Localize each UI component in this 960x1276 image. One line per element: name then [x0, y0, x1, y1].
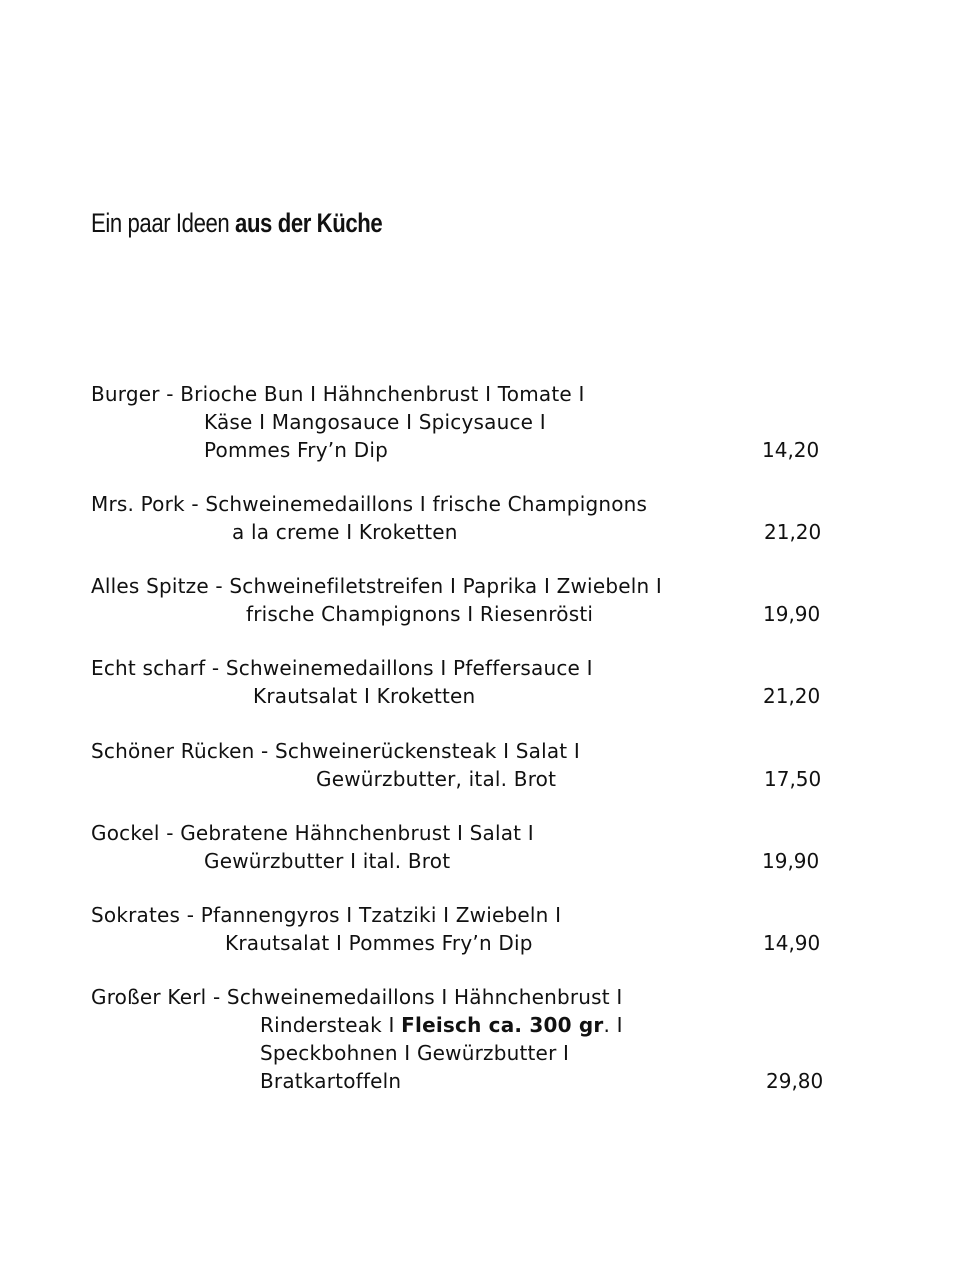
item-price: 29,80: [766, 1069, 824, 1093]
item-line: Bratkartoffeln: [260, 1069, 402, 1093]
item-line: Gockel - Gebratene Hähnchenbrust I Salat I: [91, 821, 534, 845]
item-line: Käse I Mangosauce I Spicysauce I: [204, 410, 546, 434]
title-light: Ein paar Ideen: [91, 208, 230, 238]
item-price: 17,50: [764, 767, 822, 791]
item-line: Burger - Brioche Bun I Hähnchenbrust I Tomate I: [91, 382, 585, 406]
item-line: Echt scharf - Schweinemedaillons I Pfeffersauce I: [91, 656, 593, 680]
item-line: Großer Kerl - Schweinemedaillons I Hähnchenbrust I: [91, 985, 623, 1009]
item-price: 19,90: [763, 602, 821, 626]
item-price: 14,20: [762, 438, 820, 462]
meat-weight-note: Fleisch ca. 300 gr: [401, 1013, 604, 1037]
item-line: Pommes Fry’n Dip: [204, 438, 388, 462]
item-line: Gewürzbutter I ital. Brot: [204, 849, 451, 873]
item-price: 21,20: [763, 684, 821, 708]
item-line: Sokrates - Pfannengyros I Tzatziki I Zwiebeln I: [91, 903, 562, 927]
item-text: . I: [603, 1013, 623, 1037]
item-price: 21,20: [764, 520, 822, 544]
item-line: Schöner Rücken - Schweinerückensteak I Salat I: [91, 739, 581, 763]
item-line: Alles Spitze - Schweinefiletstreifen I Paprika I Zwiebeln I: [91, 574, 663, 598]
item-line: Gewürzbutter, ital. Brot: [316, 767, 557, 791]
item-line: Krautsalat I Pommes Fry’n Dip: [225, 931, 533, 955]
item-line: Mrs. Pork - Schweinemedaillons I frische Champignons: [91, 492, 648, 516]
item-text: Rindersteak I: [260, 1013, 402, 1037]
item-line: a la creme I Kroketten: [232, 520, 458, 544]
item-line: Krautsalat I Kroketten: [253, 684, 476, 708]
item-line-rindersteak: [260, 1011, 623, 1039]
item-price: 14,90: [763, 931, 821, 955]
item-line: Speckbohnen I Gewürzbutter I: [260, 1041, 570, 1065]
item-line: frische Champignons I Riesenrösti: [246, 602, 594, 626]
item-price: 19,90: [762, 849, 820, 873]
page-title: [91, 208, 382, 239]
title-bold: aus der Küche: [235, 208, 383, 238]
